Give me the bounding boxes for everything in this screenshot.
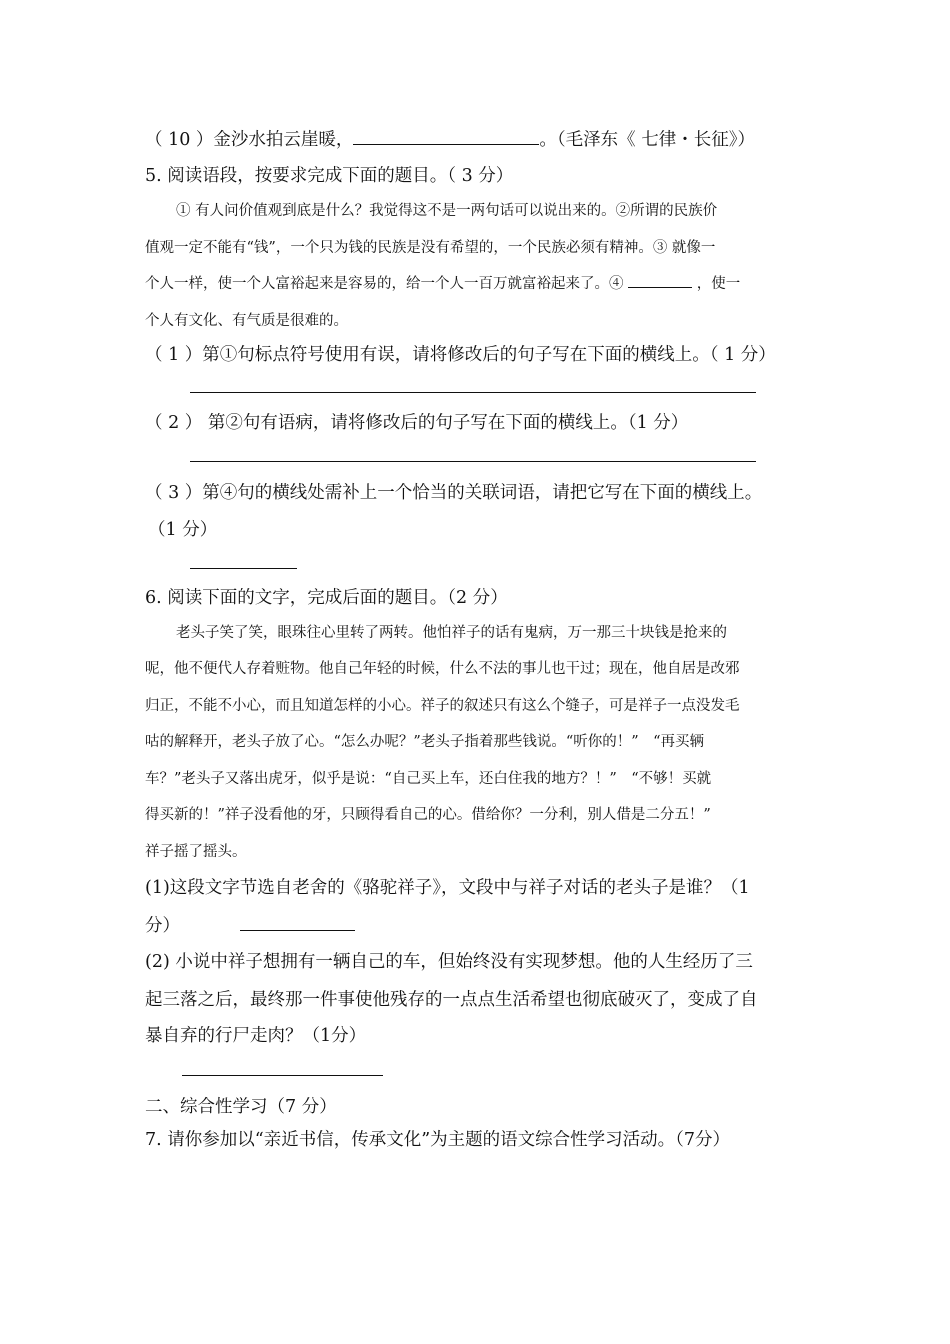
q6-passage-line-6: 得买新的！”祥子没看他的牙，只顾得看自己的心。借给你？一分利，别人借是二分五！” xyxy=(145,807,711,823)
answer-line[interactable] xyxy=(240,930,355,931)
q5-passage-line-1: ① 有人问价值观到底是什么？我觉得这不是一两句话可以说出来的。②所谓的民族价 xyxy=(176,203,718,219)
q5-passage-line-4: 个人有文化、有气质是很难的。 xyxy=(145,313,348,329)
answer-line[interactable] xyxy=(190,392,756,393)
q5-passage-line-2: 值观一定不能有“钱”，一个只为钱的民族是没有希望的，一个民族必须有精神。③ 就像一 xyxy=(145,240,716,256)
q6-sub1-line-1: (1)这段文字节选自老舍的《骆驼祥子》，文段中与祥子对话的老头子是谁？（1 xyxy=(145,878,750,898)
q6-passage-line-4: 咕的解释开，老头子放了心。“怎么办呢？”老头子指着那些钱说。“听你的！” “再买辆 xyxy=(145,734,705,750)
q7-header: 7. 请你参加以“亲近书信，传承文化”为主题的语文综合性学习活动。（7分） xyxy=(145,1130,731,1150)
q5-passage-line-3 xyxy=(145,272,740,293)
q4-item10-prefix: （ 10 ）金沙水拍云崖暖， xyxy=(145,130,354,150)
q6-sub2-line-3: 暴自弃的行尸走肉？（1分） xyxy=(145,1026,367,1046)
q5-sub2: （ 2 ） 第②句有语病，请将修改后的句子写在下面的横线上。（1 分） xyxy=(145,413,689,433)
q5-sub1: （ 1 ）第①句标点符号使用有误，请将修改后的句子写在下面的横线上。（ 1 分） xyxy=(145,345,776,365)
q6-sub1-line-2: 分） xyxy=(145,916,180,936)
q6-sub2-line-1: (2) 小说中祥子想拥有一辆自己的车，但始终没有实现梦想。他的人生经历了三 xyxy=(145,952,753,972)
answer-blank[interactable] xyxy=(353,143,539,145)
q6-sub2-line-2: 起三落之后，最终那一件事使他残存的一点点生活希望也彻底破灭了，变成了自 xyxy=(145,990,758,1010)
q5-passage-line-3-text: 个人一样，使一个人富裕起来是容易的，给一个人一百万就富裕起来了。④ xyxy=(145,276,629,292)
q4-item10 xyxy=(145,126,755,151)
q5-header: 5. 阅读语段，按要求完成下面的题目。（ 3 分） xyxy=(145,166,514,186)
section-title: 二、综合性学习（7 分） xyxy=(145,1097,337,1117)
q5-sub3-line-2: （1 分） xyxy=(148,520,218,540)
q4-item10-source: 。（毛泽东《 七律・长征》） xyxy=(539,130,755,150)
answer-line[interactable] xyxy=(190,568,297,569)
q6-passage-line-5: 车？”老头子又落出虎牙，似乎是说：“自己买上车，还白住我的地方？！” “不够！买就 xyxy=(145,771,712,787)
q6-passage-line-3: 归正，不能不小心，而且知道怎样的小心。祥子的叙述只有这么个缝子，可是祥子一点没发毛 xyxy=(145,698,740,714)
q6-passage-line-7: 祥子摇了摇头。 xyxy=(145,844,247,860)
q6-passage-line-1: 老头子笑了笑，眼珠往心里转了两转。他怕祥子的话有鬼病，万一那三十块钱是抢来的 xyxy=(176,625,727,641)
answer-blank[interactable] xyxy=(628,286,692,288)
q5-sub3-line-1: （ 3 ）第④句的横线处需补上一个恰当的关联词语，请把它写在下面的横线上。 xyxy=(145,483,763,503)
q6-header: 6. 阅读下面的文字，完成后面的题目。（2 分） xyxy=(145,588,508,608)
q6-passage-line-2: 呢，他不便代人存着赃物。他自己年轻的时候，什么不法的事儿也干过；现在，他自居是改邪 xyxy=(145,661,740,677)
answer-line[interactable] xyxy=(182,1075,383,1076)
answer-line[interactable] xyxy=(190,461,756,462)
q5-passage-line-3-tail: ，使一 xyxy=(692,276,741,292)
